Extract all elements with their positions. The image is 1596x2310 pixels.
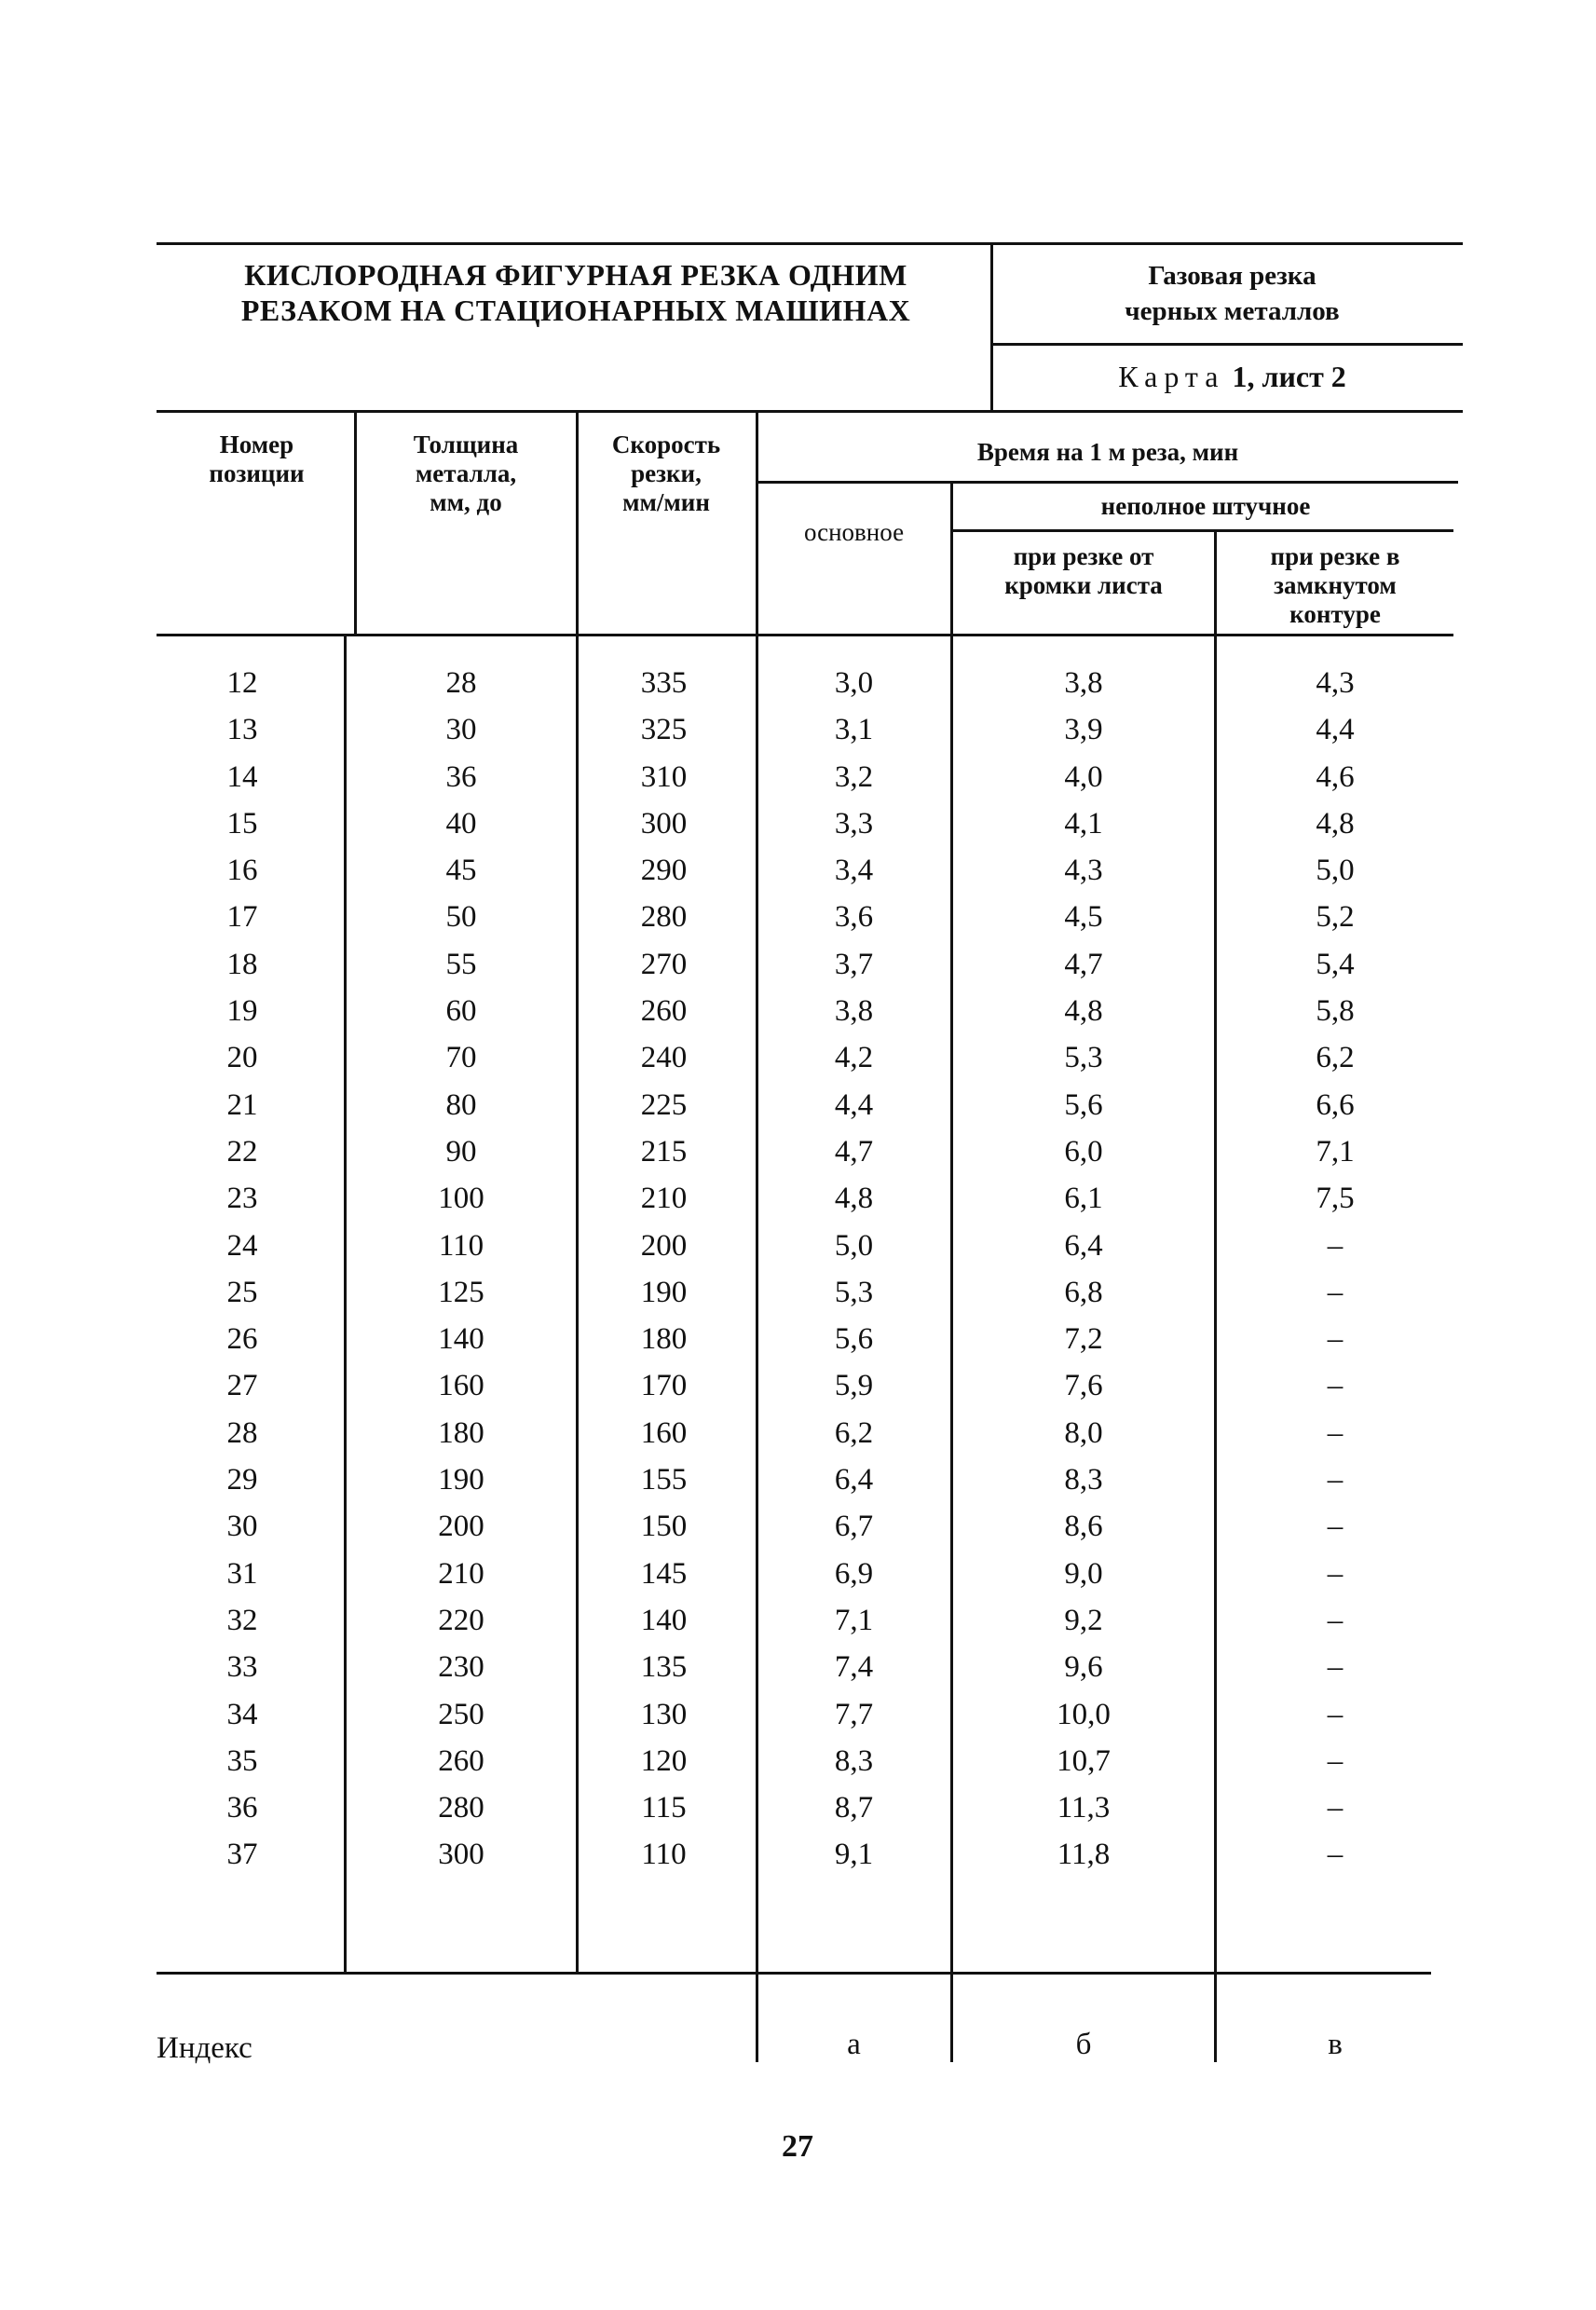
col-header-edge: при резке от кромки листа — [1004, 542, 1163, 600]
page-title — [166, 257, 986, 329]
cell-basic: 5,6 — [834, 1322, 874, 1357]
cell-closed: 5,8 — [1316, 994, 1355, 1029]
table-body — [0, 666, 1596, 1885]
cell-closed: 5,0 — [1316, 854, 1355, 888]
cell-basic: 7,1 — [834, 1603, 874, 1637]
table-row — [0, 713, 1596, 759]
cell-closed: – — [1327, 1228, 1344, 1263]
cell-speed: 160 — [640, 1415, 688, 1450]
cell-edge: 5,6 — [1064, 1087, 1103, 1122]
cell-basic: 5,3 — [834, 1275, 874, 1309]
col-header-basic: основное — [803, 518, 905, 546]
cell-speed: 180 — [640, 1322, 688, 1357]
cell-position: 30 — [226, 1510, 258, 1544]
cell-basic: 4,7 — [834, 1134, 874, 1169]
title-line-2: РЕЗАКОМ НА СТАЦИОНАРНЫХ МАШИНАХ — [240, 294, 911, 328]
cell-closed: 7,1 — [1316, 1134, 1355, 1169]
cell-thickness: 260 — [438, 1743, 484, 1778]
index-c: в — [1328, 2028, 1343, 2061]
cell-edge: 8,6 — [1064, 1510, 1103, 1544]
cell-thickness: 30 — [445, 713, 477, 747]
table-row — [0, 994, 1596, 1041]
table-row — [0, 760, 1596, 807]
cell-edge: 5,3 — [1064, 1041, 1103, 1075]
cell-position: 14 — [226, 759, 258, 794]
table-row — [0, 1604, 1596, 1650]
table-row — [0, 1041, 1596, 1087]
cell-closed: 7,5 — [1316, 1182, 1355, 1216]
cell-thickness: 110 — [438, 1228, 484, 1263]
cell-closed: – — [1327, 1650, 1344, 1685]
cell-speed: 300 — [640, 806, 688, 841]
cell-thickness: 160 — [438, 1369, 484, 1403]
table-row — [0, 1276, 1596, 1322]
cell-speed: 280 — [640, 900, 688, 935]
col-header-closed: при резке в замкнутом контуре — [1270, 542, 1400, 629]
cell-speed: 240 — [640, 1041, 688, 1075]
cell-speed: 130 — [640, 1697, 688, 1731]
cell-closed: 5,2 — [1316, 900, 1355, 935]
cell-position: 20 — [226, 1041, 258, 1075]
col-header-thickness: Толщина металла, мм, до — [413, 431, 519, 517]
cell-position: 28 — [226, 1415, 258, 1450]
cell-closed: – — [1327, 1275, 1344, 1309]
cell-edge: 10,0 — [1057, 1697, 1111, 1731]
title-line-1: КИСЛОРОДНАЯ ФИГУРНАЯ РЕЗКА ОДНИМ — [244, 258, 907, 292]
cell-edge: 8,3 — [1064, 1463, 1103, 1497]
top-rule — [157, 242, 1463, 245]
cell-speed: 325 — [640, 713, 688, 747]
cell-edge: 6,0 — [1064, 1134, 1103, 1169]
cell-closed: 6,2 — [1316, 1041, 1355, 1075]
cell-position: 17 — [226, 900, 258, 935]
cell-thickness: 50 — [445, 900, 477, 935]
cell-position: 32 — [226, 1603, 258, 1637]
cell-closed: 4,6 — [1316, 759, 1355, 794]
cell-thickness: 220 — [438, 1603, 484, 1637]
cell-thickness: 36 — [445, 759, 477, 794]
cell-speed: 260 — [640, 994, 688, 1029]
cell-position: 35 — [226, 1743, 258, 1778]
group-header-time: Время на 1 м реза, мин — [976, 438, 1239, 466]
cell-thickness: 190 — [438, 1463, 484, 1497]
cell-basic: 7,7 — [834, 1697, 874, 1731]
card-word: Карта — [1118, 360, 1225, 393]
cell-position: 37 — [226, 1838, 258, 1872]
table-row — [0, 1416, 1596, 1463]
cell-edge: 11,3 — [1057, 1791, 1111, 1825]
table-row — [0, 1229, 1596, 1276]
cell-basic: 4,2 — [834, 1041, 874, 1075]
cell-thickness: 60 — [445, 994, 477, 1029]
cell-position: 18 — [226, 947, 258, 981]
col-rule-1a — [354, 410, 357, 634]
table-row — [0, 1510, 1596, 1556]
cell-thickness: 45 — [445, 854, 477, 888]
cell-thickness: 40 — [445, 806, 477, 841]
cell-basic: 3,1 — [834, 713, 874, 747]
cell-position: 33 — [226, 1650, 258, 1685]
table-row — [0, 1838, 1596, 1884]
col-header-position: Номер позиции — [209, 431, 305, 488]
cell-position: 19 — [226, 994, 258, 1029]
index-b: б — [1075, 2028, 1092, 2061]
time-group-rule — [756, 481, 1458, 484]
cell-edge: 6,4 — [1064, 1228, 1103, 1263]
cell-closed: 4,8 — [1316, 806, 1355, 841]
cell-closed: 5,4 — [1316, 947, 1355, 981]
page-number: 27 — [782, 2129, 813, 2164]
table-row — [0, 807, 1596, 854]
card-sheet: 1, лист 2 — [1232, 360, 1346, 393]
cell-basic: 6,2 — [834, 1415, 874, 1450]
index-label: Индекс — [157, 2031, 252, 2065]
cell-closed: – — [1327, 1743, 1344, 1778]
cell-closed: – — [1327, 1463, 1344, 1497]
incomplete-group-rule — [950, 529, 1453, 532]
cell-edge: 11,8 — [1057, 1838, 1111, 1872]
cell-edge: 7,2 — [1064, 1322, 1103, 1357]
cell-speed: 335 — [640, 666, 688, 700]
cell-basic: 9,1 — [834, 1838, 874, 1872]
cell-basic: 3,4 — [834, 854, 874, 888]
cell-thickness: 250 — [438, 1697, 484, 1731]
cell-thickness: 70 — [445, 1041, 477, 1075]
cell-edge: 3,8 — [1064, 666, 1103, 700]
table-row — [0, 854, 1596, 900]
cell-speed: 310 — [640, 759, 688, 794]
table-row — [0, 1650, 1596, 1697]
cell-basic: 4,8 — [834, 1182, 874, 1216]
cell-thickness: 230 — [438, 1650, 484, 1685]
cell-edge: 8,0 — [1064, 1415, 1103, 1450]
cell-position: 24 — [226, 1228, 258, 1263]
table-row — [0, 1698, 1596, 1744]
table-row — [0, 948, 1596, 994]
cell-edge: 4,5 — [1064, 900, 1103, 935]
cell-position: 13 — [226, 713, 258, 747]
cell-thickness: 55 — [445, 947, 477, 981]
cell-position: 27 — [226, 1369, 258, 1403]
cell-speed: 210 — [640, 1182, 688, 1216]
cell-edge: 7,6 — [1064, 1369, 1103, 1403]
cell-speed: 140 — [640, 1603, 688, 1637]
cell-speed: 135 — [640, 1650, 688, 1685]
cell-closed: – — [1327, 1369, 1344, 1403]
cell-basic: 6,4 — [834, 1463, 874, 1497]
cell-speed: 155 — [640, 1463, 688, 1497]
cell-thickness: 125 — [438, 1275, 484, 1309]
cell-position: 21 — [226, 1087, 258, 1122]
cell-speed: 190 — [640, 1275, 688, 1309]
cell-thickness: 80 — [445, 1087, 477, 1122]
header-divider — [990, 242, 993, 412]
table-row — [0, 1463, 1596, 1510]
table-row — [0, 1744, 1596, 1791]
cell-basic: 3,2 — [834, 759, 874, 794]
cell-position: 25 — [226, 1275, 258, 1309]
table-row — [0, 666, 1596, 713]
cell-speed: 215 — [640, 1134, 688, 1169]
cell-position: 34 — [226, 1697, 258, 1731]
cell-speed: 170 — [640, 1369, 688, 1403]
cell-edge: 6,8 — [1064, 1275, 1103, 1309]
cell-closed: – — [1327, 1791, 1344, 1825]
cell-closed: – — [1327, 1556, 1344, 1591]
table-row — [0, 1557, 1596, 1604]
cell-edge: 9,2 — [1064, 1603, 1103, 1637]
cell-speed: 145 — [640, 1556, 688, 1591]
cell-speed: 200 — [640, 1228, 688, 1263]
cell-basic: 3,0 — [834, 666, 874, 700]
cell-closed: 6,6 — [1316, 1087, 1355, 1122]
cell-position: 15 — [226, 806, 258, 841]
table-row — [0, 1791, 1596, 1838]
cell-basic: 7,4 — [834, 1650, 874, 1685]
cell-closed: – — [1327, 1838, 1344, 1872]
table-row — [0, 1135, 1596, 1182]
cell-basic: 5,9 — [834, 1369, 874, 1403]
cell-thickness: 90 — [445, 1134, 477, 1169]
cell-speed: 150 — [640, 1510, 688, 1544]
table-row — [0, 1088, 1596, 1135]
cell-thickness: 100 — [438, 1182, 484, 1216]
cell-basic: 8,3 — [834, 1743, 874, 1778]
cell-edge: 4,7 — [1064, 947, 1103, 981]
cell-basic: 4,4 — [834, 1087, 874, 1122]
table-bottom-rule — [157, 1972, 1431, 1975]
cell-position: 29 — [226, 1463, 258, 1497]
cell-closed: – — [1327, 1322, 1344, 1357]
cell-thickness: 300 — [438, 1838, 484, 1872]
category-line-2: черных металлов — [1125, 295, 1340, 326]
cell-basic: 6,7 — [834, 1510, 874, 1544]
cell-edge: 9,6 — [1064, 1650, 1103, 1685]
table-row — [0, 1182, 1596, 1228]
card-label — [1002, 360, 1463, 394]
cell-closed: – — [1327, 1603, 1344, 1637]
cell-thickness: 280 — [438, 1791, 484, 1825]
cell-basic: 6,9 — [834, 1556, 874, 1591]
cell-speed: 120 — [640, 1743, 688, 1778]
cell-speed: 290 — [640, 854, 688, 888]
cell-position: 16 — [226, 854, 258, 888]
card-rule — [990, 343, 1463, 346]
cell-basic: 3,3 — [834, 806, 874, 841]
cell-closed: – — [1327, 1510, 1344, 1544]
cell-thickness: 140 — [438, 1322, 484, 1357]
cell-basic: 3,7 — [834, 947, 874, 981]
cell-edge: 4,0 — [1064, 759, 1103, 794]
cell-position: 23 — [226, 1182, 258, 1216]
cell-position: 31 — [226, 1556, 258, 1591]
cell-position: 22 — [226, 1134, 258, 1169]
cell-edge: 4,8 — [1064, 994, 1103, 1029]
cell-thickness: 28 — [445, 666, 477, 700]
header-body-rule — [157, 634, 1453, 636]
header-bottom-rule — [157, 410, 1463, 413]
category-title — [1002, 259, 1463, 329]
cell-closed: 4,3 — [1316, 666, 1355, 700]
cell-basic: 5,0 — [834, 1228, 874, 1263]
cell-position: 36 — [226, 1791, 258, 1825]
table-row — [0, 1322, 1596, 1369]
cell-basic: 3,8 — [834, 994, 874, 1029]
cell-closed: – — [1327, 1697, 1344, 1731]
cell-thickness: 210 — [438, 1556, 484, 1591]
cell-basic: 8,7 — [834, 1791, 874, 1825]
cell-speed: 110 — [641, 1838, 687, 1872]
cell-edge: 10,7 — [1057, 1743, 1111, 1778]
cell-position: 26 — [226, 1322, 258, 1357]
cell-closed: – — [1327, 1415, 1344, 1450]
cell-speed: 225 — [640, 1087, 688, 1122]
table-row — [0, 900, 1596, 947]
cell-position: 12 — [226, 666, 258, 700]
category-line-1: Газовая резка — [1148, 261, 1316, 291]
cell-thickness: 180 — [438, 1415, 484, 1450]
cell-closed: 4,4 — [1316, 713, 1355, 747]
cell-basic: 3,6 — [834, 900, 874, 935]
col-header-speed: Скорость резки, мм/мин — [611, 431, 721, 517]
group-header-incomplete: неполное штучное — [1100, 492, 1311, 520]
index-a: а — [847, 2028, 861, 2061]
cell-edge: 4,1 — [1064, 806, 1103, 841]
cell-edge: 6,1 — [1064, 1182, 1103, 1216]
cell-edge: 9,0 — [1064, 1556, 1103, 1591]
cell-speed: 270 — [640, 947, 688, 981]
table-row — [0, 1369, 1596, 1415]
cell-edge: 4,3 — [1064, 854, 1103, 888]
cell-edge: 3,9 — [1064, 713, 1103, 747]
cell-speed: 115 — [641, 1791, 687, 1825]
cell-thickness: 200 — [438, 1510, 484, 1544]
